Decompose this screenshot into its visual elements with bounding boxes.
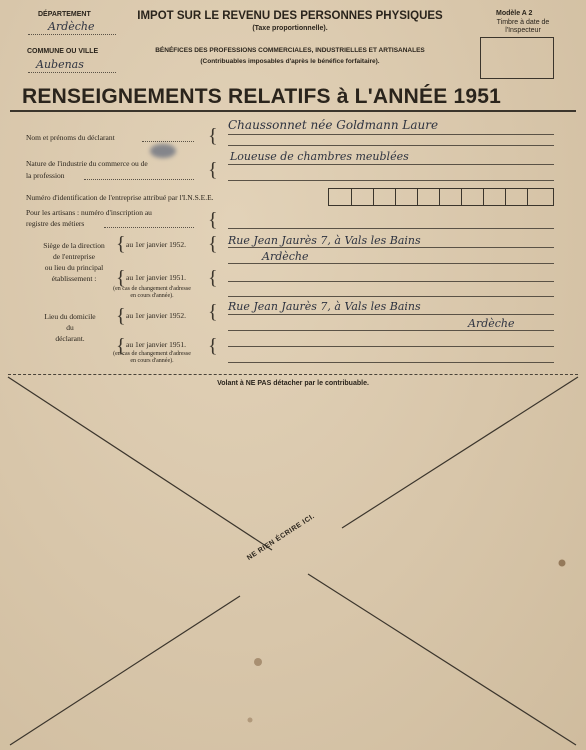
siege-label-line-3: ou lieu du principal [44, 263, 104, 272]
siege-value-1: Rue Jean Jaurès 7, à Vals les Bains [228, 234, 421, 247]
siege-label-line-1: Siège de la direction [43, 241, 105, 250]
siege-value-2: Ardèche [262, 250, 309, 263]
siege-changement-2: en cours d'année). [130, 293, 174, 299]
siege-date-1952: au 1er janvier 1952. [126, 240, 186, 249]
volant-notice: Volant à NE PAS détacher par le contribuable. [217, 380, 369, 387]
domicile-date-1951: au 1er janvier 1951. [126, 340, 186, 349]
nature-brace: { [208, 159, 218, 181]
siege-brace-right-1951: { [208, 267, 218, 289]
siege-brace-1951: { [116, 267, 126, 289]
nom-value: Chaussonnet née Goldmann Laure [228, 118, 439, 132]
domicile-label-line-3: déclarant. [55, 334, 85, 343]
domicile-brace-right-1951: { [208, 335, 218, 357]
timbre-label: Timbre à date de l'Inspecteur [496, 19, 550, 34]
form-subtitle: BÉNÉFICES DES PROFESSIONS COMMERCIALES, INDUSTRIELLES ET ARTISANALES [155, 47, 425, 54]
artisans-label-2: registre des métiers [26, 219, 85, 228]
cross-line-top-left [8, 377, 272, 550]
domicile-brace-1952: { [116, 305, 126, 327]
domicile-label-line-1: Lieu du domicile [44, 312, 96, 321]
domicile-brace-right-1952: { [208, 301, 218, 323]
siege-brace-1952: { [116, 233, 126, 255]
nom-brace: { [208, 125, 218, 147]
domicile-changement-2: en cours d'année). [130, 358, 174, 364]
nature-value: Loueuse de chambres meublées [230, 150, 409, 163]
siege-date-1951: au 1er janvier 1951. [126, 273, 186, 282]
siege-label-line-2: de l'entreprise [53, 252, 95, 261]
main-title: RENSEIGNEMENTS RELATIFS à L'ANNÉE 1951 [22, 85, 501, 108]
commune-value: Aubenas [36, 58, 84, 71]
domicile-value-2: Ardèche [468, 317, 515, 330]
domicile-label-line-2: du [66, 323, 74, 332]
nom-label: Nom et prénoms du déclarant [26, 133, 115, 142]
domicile-changement-1: (en cas de changement d'adresse [113, 351, 191, 357]
cross-line-bottom-right [308, 574, 576, 745]
cross-line-bottom-left [10, 596, 240, 745]
domicile-brace-1951: { [116, 335, 126, 357]
domicile-date-1952: au 1er janvier 1952. [126, 311, 186, 320]
departement-label: DÉPARTEMENT [38, 11, 91, 18]
stain-2 [559, 560, 566, 567]
siege-changement-1: (en cas de changement d'adresse [113, 286, 191, 292]
stain-1 [254, 658, 262, 666]
domicile-value-1: Rue Jean Jaurès 7, à Vals les Bains [228, 300, 421, 313]
form-title: IMPOT SUR LE REVENU DES PERSONNES PHYSIQUES [137, 10, 443, 22]
modele-label: Modèle A 2 [496, 10, 533, 17]
form-title-sub: (Taxe proportionnelle). [252, 25, 328, 32]
nature-label-2: la profession [26, 171, 65, 180]
ne-rien-ecrire: NE RIEN ÉCRIRE ICI. [246, 512, 317, 562]
departement-value: Ardèche [48, 20, 95, 33]
siege-label-line-4: établissement : [51, 274, 97, 283]
cross-line-top-right [342, 377, 578, 528]
artisans-brace: { [208, 209, 218, 231]
commune-label: COMMUNE OU VILLE [27, 48, 99, 55]
insee-label: Numéro d'identification de l'entreprise attribué par l'I.N.S.E.E. [26, 193, 214, 202]
nature-label-1: Nature de l'industrie du commerce ou de [26, 159, 148, 168]
stain-3 [248, 718, 253, 723]
artisans-label-1: Pour les artisans : numéro d'inscription au [26, 208, 152, 217]
form-subtitle-note: (Contribuables imposables d'après le bénéfice forfaitaire). [200, 58, 380, 65]
siege-brace-right-1952: { [208, 233, 218, 255]
